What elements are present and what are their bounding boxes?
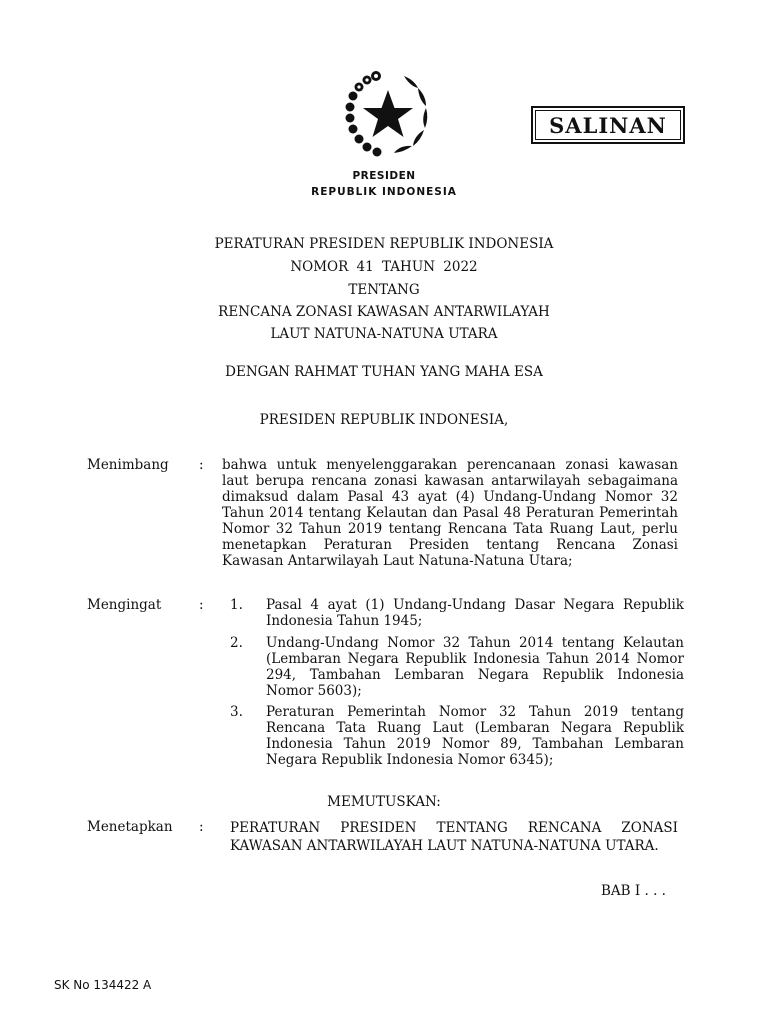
menetapkan-text: PERATURAN PRESIDEN TENTANG RENCANA ZONASI KAWASAN ANTARWILAYAH LAUT NATUNA-NATUNA UTARA. xyxy=(230,820,678,854)
preamble: DENGAN RAHMAT TUHAN YANG MAHA ESA xyxy=(225,364,543,380)
continuation-marker: BAB I . . . xyxy=(601,883,666,899)
regulation-subject-line-1: RENCANA ZONASI KAWASAN ANTARWILAYAH xyxy=(218,304,550,320)
regulation-tentang: TENTANG xyxy=(348,282,420,298)
menetapkan-label: Menetapkan xyxy=(87,819,173,835)
mengingat-item-text: Undang-Undang Nomor 32 Tahun 2014 tentang Kelautan (Lembaran Negara Republik Indonesia Tahun 2014 Nomor 294, Tambahan Lembaran Negara Republik Indonesia Nomor 5603); xyxy=(266,635,684,699)
mengingat-colon: : xyxy=(199,597,204,613)
institution-line-2: REPUBLIK INDONESIA xyxy=(311,186,457,198)
mengingat-item-number: 1. xyxy=(230,597,243,613)
mengingat-item-text: Pasal 4 ayat (1) Undang-Undang Dasar Negara Republik Indonesia Tahun 1945; xyxy=(266,597,684,629)
salinan-stamp: SALINAN xyxy=(531,106,685,144)
mengingat-item-number: 3. xyxy=(230,704,243,720)
document-serial-number: SK No 134422 A xyxy=(54,978,152,992)
authority: PRESIDEN REPUBLIK INDONESIA, xyxy=(259,412,509,428)
regulation-title: PERATURAN PRESIDEN REPUBLIK INDONESIA xyxy=(214,236,554,252)
menimbang-label: Menimbang xyxy=(87,457,169,473)
menimbang-text: bahwa untuk menyelenggarakan perencanaan zonasi kawasan laut berupa rencana zonasi kawasan antarwilayah sebagaimana dimaksud dalam Pasal 43 ayat (4) Undang-Undang Nomor 32 Tahun 2014 tentang Kelautan dan Pasal 48 Peraturan Pemerintah Nomor 32 Tahun 2019 tentang Rencana Tata Ruang Laut, perlu menetapkan Peraturan Presiden tentang Rencana Zonasi Kawasan Antarwilayah Laut Natuna-Natuna Utara; xyxy=(222,457,678,569)
regulation-subject-line-2: LAUT NATUNA-NATUNA UTARA xyxy=(270,326,498,342)
mengingat-item-text: Peraturan Pemerintah Nomor 32 Tahun 2019 tentang Rencana Tata Ruang Laut (Lembaran Negara Republik Indonesia Tahun 2019 Nomor 89, Tambahan Lembaran Negara Republik Indonesia Nomor 6345); xyxy=(266,704,684,768)
institution-line-1: PRESIDEN xyxy=(352,170,416,182)
menetapkan-colon: : xyxy=(199,819,204,835)
regulation-number: NOMOR 41 TAHUN 2022 xyxy=(290,259,478,275)
mengingat-item-number: 2. xyxy=(230,635,243,651)
garuda-star-emblem-icon xyxy=(336,66,440,162)
mengingat-label: Mengingat xyxy=(87,597,162,613)
memutuskan-heading: MEMUTUSKAN: xyxy=(327,794,441,810)
menimbang-colon: : xyxy=(199,457,204,473)
